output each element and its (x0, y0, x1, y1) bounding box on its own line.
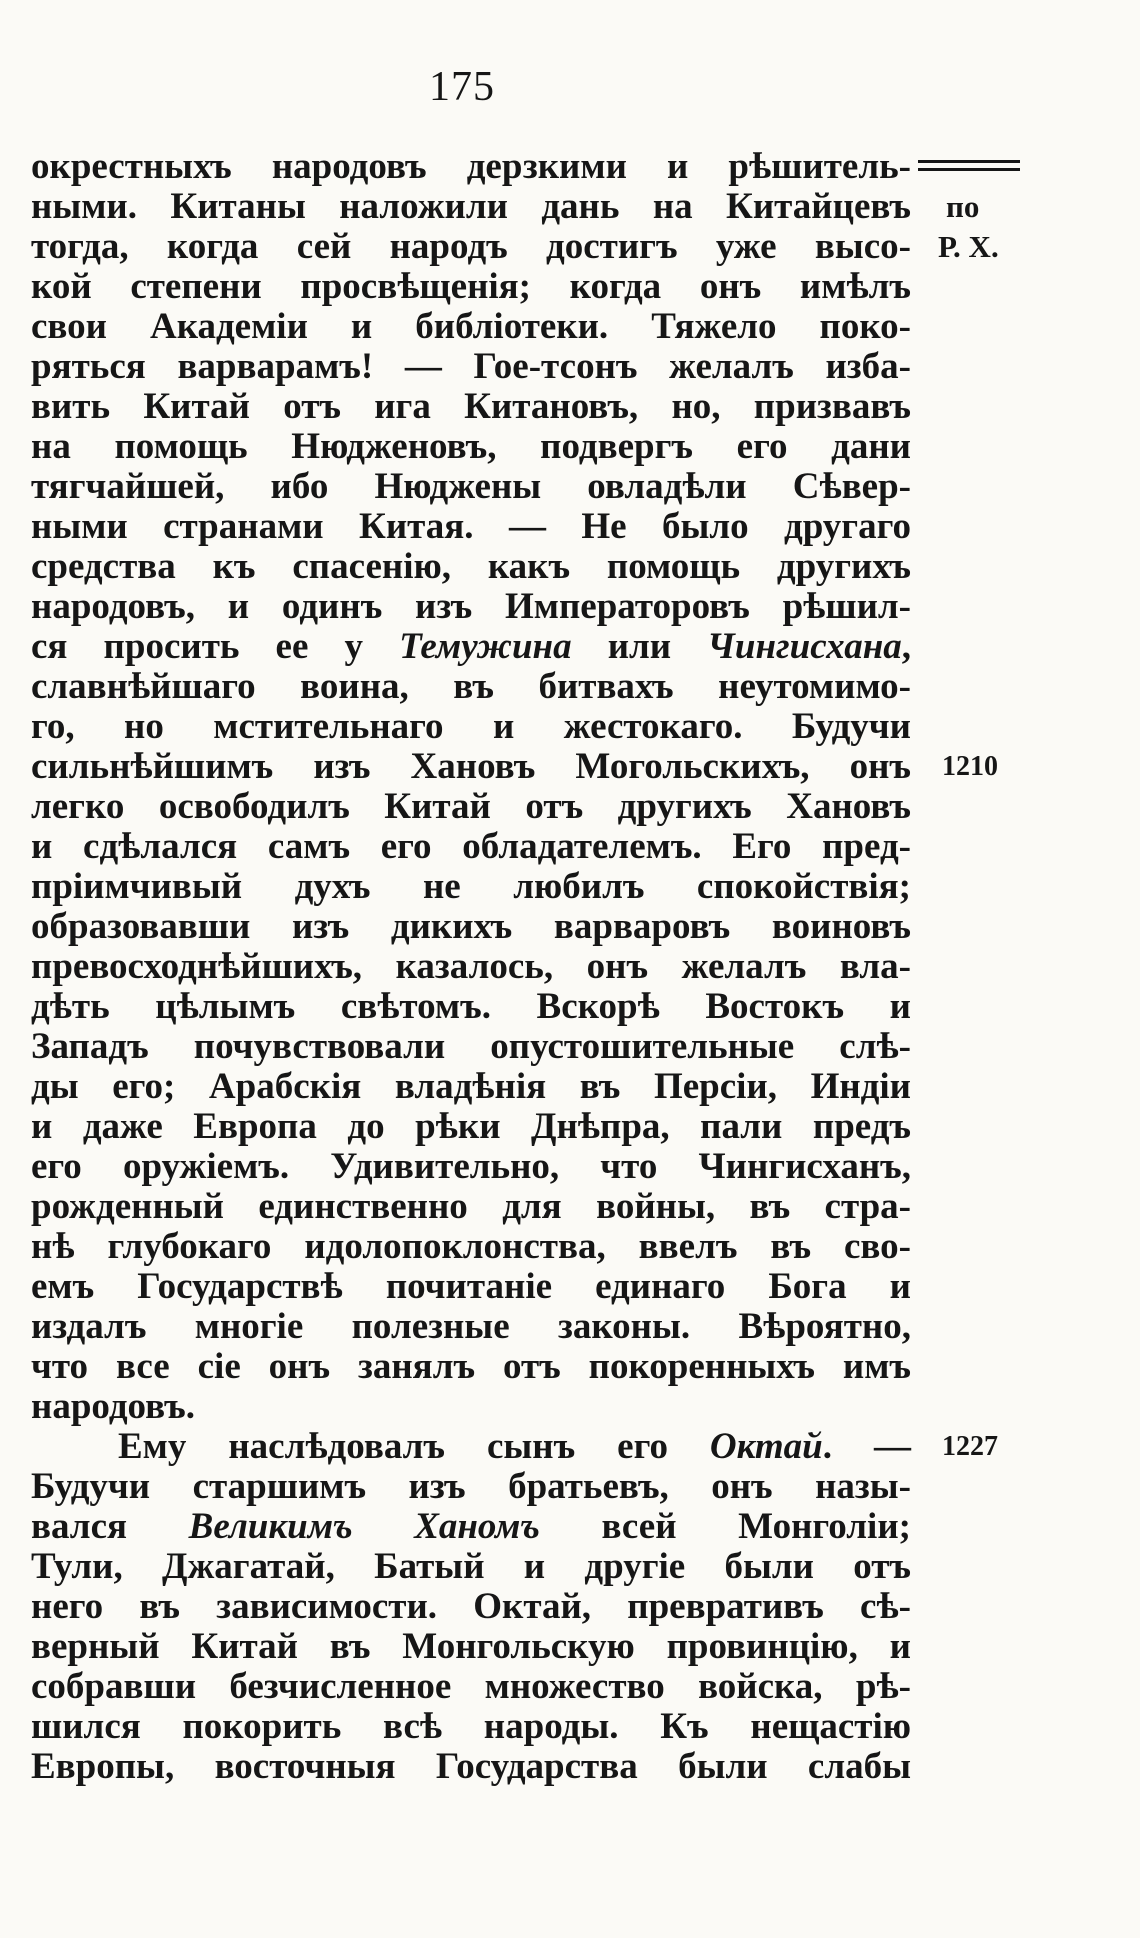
text-line: нѣ глубокаго идолопоклонства, ввелъ въ сво- (31, 1226, 911, 1267)
text-line: дѣть цѣлымъ свѣтомъ. Вскорѣ Востокъ и (31, 986, 911, 1027)
text-line: народовъ, и одинъ изъ Императоровъ рѣшил- (31, 586, 911, 627)
text-line: средства къ спасенію, какъ помощь другихъ (31, 546, 911, 587)
text-segment: , (901, 626, 911, 667)
italic-name-temuzhin: Темужина (399, 626, 572, 667)
margin-double-rule (918, 160, 1020, 171)
margin-note-rx: Р. Х. (938, 229, 999, 264)
text-line: Европы, восточныя Государства были слабы (31, 1746, 911, 1787)
text-line: тягчайшей, ибо Нюджены овладѣли Сѣвер- (31, 466, 911, 507)
body-text (31, 147, 911, 1787)
text-line: кой степени просвѣщенія; когда онъ имѣлъ (31, 266, 911, 307)
text-line: рожденный единственно для войны, въ стра- (31, 1186, 911, 1227)
text-line: окрестныхъ народовъ дерзкими и рѣшитель- (31, 146, 911, 187)
paragraph-end-line: народовъ. (31, 1386, 196, 1427)
text-line: образовавши изъ дикихъ варваровъ воиновъ (31, 906, 911, 947)
text-segment: вался (31, 1506, 189, 1547)
page-number: 175 (429, 64, 495, 110)
italic-name-oktai: Октай (709, 1426, 823, 1467)
text-line (31, 627, 911, 667)
text-line: ными странами Китая. — Не было другаго (31, 506, 911, 547)
text-line: и даже Европа до рѣки Днѣпра, пали предъ (31, 1106, 911, 1147)
text-line: ными. Китаны наложили дань на Китайцевъ (31, 186, 911, 227)
text-line: и сдѣлался самъ его обладателемъ. Его пред- (31, 826, 911, 867)
text-line: его оружіемъ. Удивительно, что Чингисханъ, (31, 1146, 911, 1187)
text-segment: ся просить ее у (31, 626, 400, 667)
margin-note-po: по (946, 189, 980, 224)
text-segment: . — (822, 1426, 911, 1467)
margin-year-1210: 1210 (942, 751, 998, 782)
text-line: верный Китай въ Монгольскую провинцію, и (31, 1626, 911, 1667)
text-line: свои Академіи и библіотеки. Тяжело поко- (31, 306, 911, 347)
text-segment: или (571, 626, 708, 667)
paragraph-start-line (31, 1427, 911, 1467)
text-line: Западъ почувствовали опустошительные слѣ- (31, 1026, 911, 1067)
text-line: тогда, когда сей народъ достигъ уже высо- (31, 226, 911, 267)
italic-title-great-khan: Великимъ Ханомъ (188, 1506, 540, 1547)
text-line: славнѣйшаго воина, въ битвахъ неутомимо- (31, 666, 911, 707)
text-line: ряться варварамъ! — Гое-тсонъ желалъ изба- (31, 346, 911, 387)
text-line: него въ зависимости. Октай, превративъ сѣ- (31, 1586, 911, 1627)
text-line: легко освободилъ Китай отъ другихъ Хановъ (31, 786, 911, 827)
text-line: го, но мстительнаго и жестокаго. Будучи (31, 706, 911, 747)
text-line: Будучи старшимъ изъ братьевъ, онъ назы- (31, 1466, 911, 1507)
text-line: что все сіе онъ занялъ отъ покоренныхъ имъ (31, 1346, 911, 1387)
text-line: шился покорить всѣ народы. Къ нещастію (31, 1706, 911, 1747)
italic-name-chingiskhan: Чингисхана (707, 626, 902, 667)
text-line: ды его; Арабскія владѣнія въ Персіи, Индіи (31, 1066, 911, 1107)
text-line: пріимчивый духъ не любилъ спокойствія; (31, 866, 911, 907)
text-line: на помощь Нюдженовъ, подвергъ его дани (31, 426, 911, 467)
text-segment: Ему наслѣдовалъ сынъ его (118, 1426, 710, 1467)
text-segment: всей Монголіи; (539, 1506, 911, 1547)
text-line: превосходнѣйшихъ, казалось, онъ желалъ вла- (31, 946, 911, 987)
margin-year-1227: 1227 (942, 1431, 998, 1462)
text-line: сильнѣйшимъ изъ Хановъ Могольскихъ, онъ (31, 746, 911, 787)
text-line: вить Китай отъ ига Китановъ, но, призвавъ (31, 386, 911, 427)
text-line: собравши безчисленное множество войска, рѣ- (31, 1666, 911, 1707)
text-line: издалъ многіе полезные законы. Вѣроятно, (31, 1306, 911, 1347)
text-line (31, 1507, 911, 1547)
text-line: Тули, Джагатай, Батый и другіе были отъ (31, 1546, 911, 1587)
text-line: емъ Государствѣ почитаніе единаго Бога и (31, 1266, 911, 1307)
